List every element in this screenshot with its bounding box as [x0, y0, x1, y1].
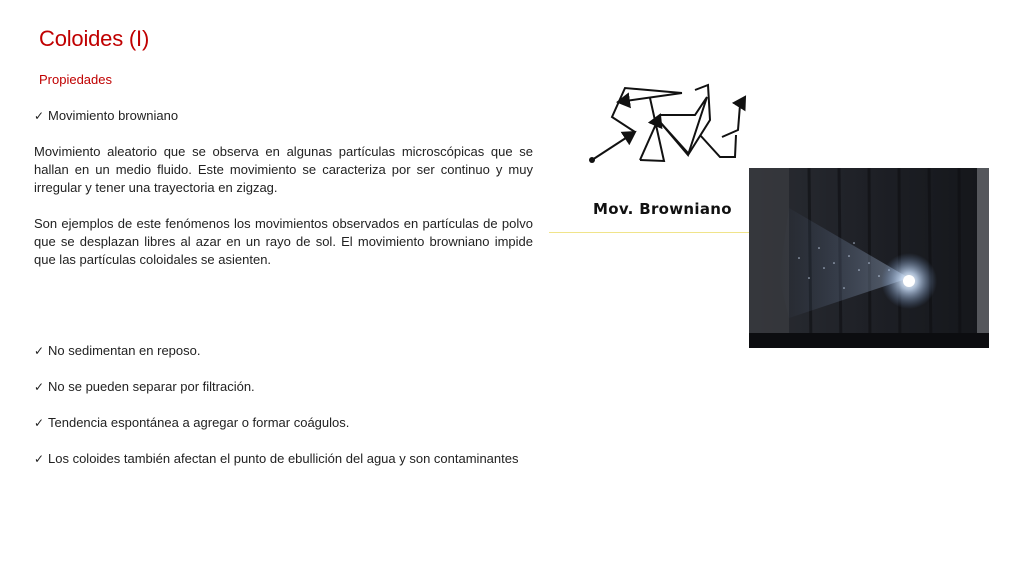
- bullet-item: [34, 414, 533, 432]
- bullet-item: [34, 342, 533, 360]
- check-icon: ✓: [34, 452, 45, 466]
- light-beam-illustration: [749, 168, 989, 348]
- paragraph: Son ejemplos de este fenómenos los movimientos observados en partículas de polvo que se desplazan libres al azar en un rayo de sol. El movimiento browniano impide que las partículas coloidales se asienten.: [34, 216, 533, 267]
- slide-subtitle: Propiedades: [39, 72, 112, 87]
- bullet-item: [34, 107, 533, 125]
- check-icon: ✓: [34, 380, 45, 394]
- diagram-caption: Mov. Browniano: [593, 200, 732, 218]
- check-icon: ✓: [34, 109, 45, 123]
- paragraph: Movimiento aleatorio que se observa en algunas partículas microscópicas que se hallan en un medio fluido. Este movimiento se caracteriza por ser continuo y muy irregular y tener una trayectoria en zigzag.: [34, 144, 533, 195]
- slide-title: Coloides (I): [39, 26, 150, 51]
- bullet-list-top: [34, 107, 533, 125]
- bullet-label: No se pueden separar por filtración.: [48, 379, 255, 394]
- check-icon: ✓: [34, 416, 45, 430]
- bullet-label: No sedimentan en reposo.: [48, 343, 201, 358]
- bullet-item: [34, 450, 554, 468]
- bullet-item: [34, 378, 533, 396]
- bullet-label: Tendencia espontánea a agregar o formar coágulos.: [48, 415, 350, 430]
- divider-line: [549, 232, 749, 233]
- light-beam-photo: [749, 168, 989, 348]
- bullet-label: Movimiento browniano: [48, 108, 179, 123]
- bullet-label: Los coloides también afectan el punto de ebullición del agua y son contaminantes: [48, 451, 519, 466]
- check-icon: ✓: [34, 344, 45, 358]
